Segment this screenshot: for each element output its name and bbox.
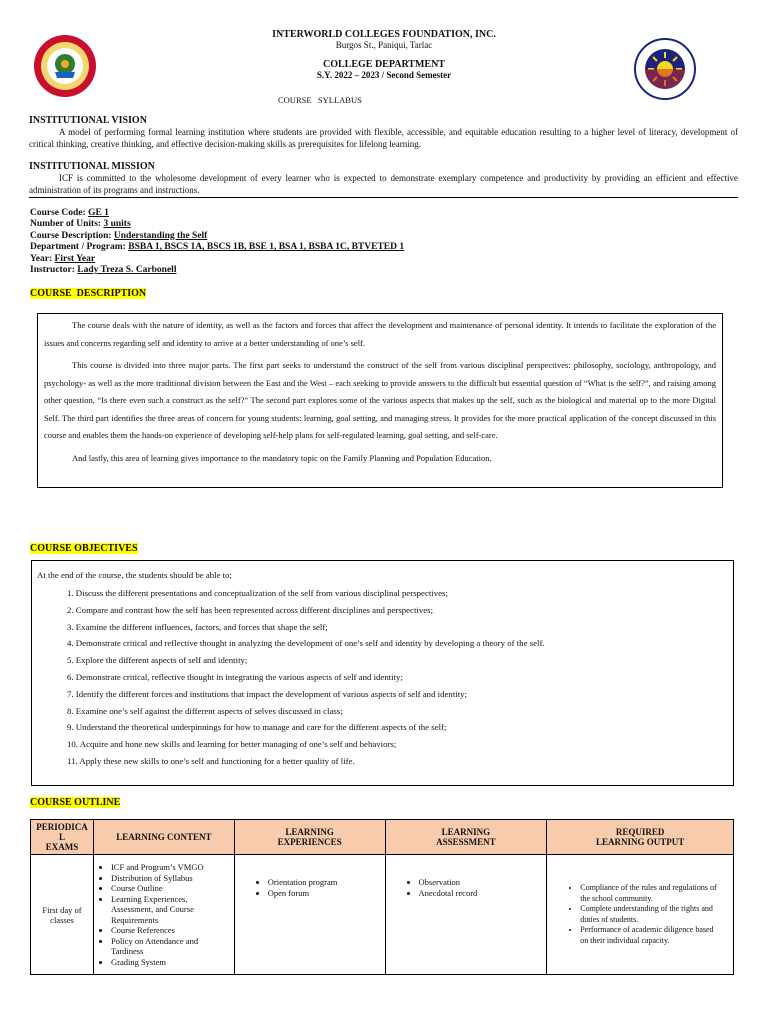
course-description-value: Understanding the Self [113,230,208,241]
mission-title: INSTITUTIONAL MISSION [29,161,155,172]
list-item: • Anecdotal record [419,888,544,899]
description-paragraph: And lastly, this area of learning gives importance to the mandatory topic on the Family Planning and Population Education. [72,452,492,463]
objective-item: 9. Understand the theoretical underpinnings for how to manage and care for the different aspects of the self; [67,722,447,733]
course-outline-title: COURSE OUTLINE [30,797,121,808]
program-label: Department / Program: [30,242,129,253]
list-item: • Grading System [111,957,231,968]
course-objectives-title: COURSE OBJECTIVES [30,543,138,554]
objective-item: 6. Demonstrate critical, reflective thought in integrating the various aspects of self and identity; [67,671,403,682]
list-item: • Performance of academic diligence based on their individual capacity. [580,925,722,946]
objective-item: 1. Discuss the different presentations and conceptualization of the self from various disciplinal perspectives; [67,588,448,598]
course-description-box [37,313,723,488]
course-objectives-box [31,560,734,786]
list-item: • Distribution of Syllabus [111,873,231,884]
course-code-value: GE 1 [88,208,109,218]
description-paragraph: This course is divided into three major parts. The first part seeks to understand the construct of the self from various disciplinal perspectives: philosophy, sociology, anthropology, and psychology- as well as the more traditional division between the East and the West – each seeking to provide answers to the difficult but essential question of “What is the self?”, and raising among other question, “Is there even such a construct as the self?” The second part explores some of the various aspects that makes up the self, such as the biological and material up to the more Digital Self. The third part identifies the three areas of concern for young students: learning, goal setting, and managing stress. It provides for the more practical application of the concept discussed in this course and enables them the hands-on experience of developing self-help plans for self-regulated learning, goal setting, and self-care. [44,360,716,440]
list-item: • Complete understanding of the rights and duties of students. [580,904,722,925]
vision-title: INSTITUTIONAL VISION [29,115,147,126]
objectives-intro: At the end of the course, the students should be able to; [37,570,232,580]
objective-item: 8. Examine one’s self against the different aspects of selves discussed in class; [67,705,343,716]
list-item: • ICF and Program’s VMGO [111,862,231,873]
list-item: • Compliance of the rules and regulations of the school community. [580,883,722,904]
table-row [31,855,734,975]
course-code-label: Course Code: [30,208,89,218]
units-label: Number of Units: [30,219,104,230]
objective-item: 7. Identify the different forces and institutions that impact the development of various aspects of self and identity; [67,688,467,699]
vision-text: A model of performing formal learning institution where students are provided with flexible, accessible, and equitable education resulting to a higher level of literacy, development of critical thinking, creative thinking, and effective decision-making skills as prerequisites for lifelong learning. [29,127,738,149]
list-item: • Open forum [268,888,382,899]
content-cell [93,855,234,975]
objective-item: 11. Apply these new skills to one’s self and functioning for a better quality of life. [67,755,355,766]
objective-item: 10. Acquire and hone new skills and learning for better managing of one’s self and behaviors; [67,739,397,750]
document-type: COURSE SYLLABUS [278,95,362,105]
instructor-label: Instructor: [30,265,78,276]
year-label: Year: [30,253,55,264]
institution-address: Burgos St., Paniqui, Tarlac [335,40,433,50]
list-item: • Course References [111,925,231,936]
objectives-list [37,585,729,770]
objective-item: 2. Compare and contrast how the self has been represented across different disciplines and perspectives; [67,604,434,615]
course-description-title: COURSE DESCRIPTION [30,288,147,299]
section-divider [29,197,738,198]
header-learning-assessment: LEARNING ASSESSMENT [385,820,547,855]
mission-text: ICF is committed to the wholesome development of every learner who is expected to demonstrate exemplary competence and productivity by providing an efficient and effective administration of its programs and instructions. [29,173,738,195]
table-header-row [31,820,734,855]
course-outline-table [30,819,734,975]
period-cell: First day of classes [31,855,94,975]
experiences-cell [234,855,385,975]
header-periodical-exams: PERIODICA L EXAMS [31,820,94,855]
year-value: First Year [54,253,96,264]
units-value: 3 units [103,219,131,230]
program-value: BSBA 1, BSCS 1A, BSCS 1B, BSE 1, BSA 1, BSBA 1C, BTVETED 1 [128,242,405,253]
document-header [0,29,768,81]
objective-item: 5. Explore the different aspects of self and identity; [67,655,248,666]
list-item: • Observation [419,877,544,888]
header-required-output: REQUIRED LEARNING OUTPUT [547,820,734,855]
institution-name: INTERWORLD COLLEGES FOUNDATION, INC. [272,29,496,40]
assessment-cell [385,855,547,975]
list-item: • Course Outline [111,883,231,894]
list-item: • Orientation program [268,877,382,888]
school-year: S.Y. 2022 – 2023 / Second Semester [316,70,452,80]
description-paragraph: The course deals with the nature of identity, as well as the factors and forces that affect the development and maintenance of personal identity. It intends to facilitate the exploration of the issues and concerns regarding self and identity to arrive at a better understanding of one’s self. [44,320,716,348]
header-learning-experiences: LEARNING EXPERIENCES [234,820,385,855]
header-learning-content: LEARNING CONTENT [93,820,234,855]
course-description-label: Course Description: [30,230,114,241]
list-item: • Policy on Attendance and Tardiness [111,936,231,957]
department-name: COLLEGE DEPARTMENT [323,59,445,70]
objective-item: 4. Demonstrate critical and reflective thought in analyzing the development of one’s self and identity by developing a theory of the self. [67,638,545,649]
course-info [30,208,404,276]
objective-item: 3. Examine the different influences, factors, and forces that shape the self; [67,621,328,632]
list-item: • Learning Experiences, Assessment, and Course Requirements [111,894,231,926]
output-cell [547,855,734,975]
instructor-value: Lady Treza S. Carbonell [77,265,177,276]
